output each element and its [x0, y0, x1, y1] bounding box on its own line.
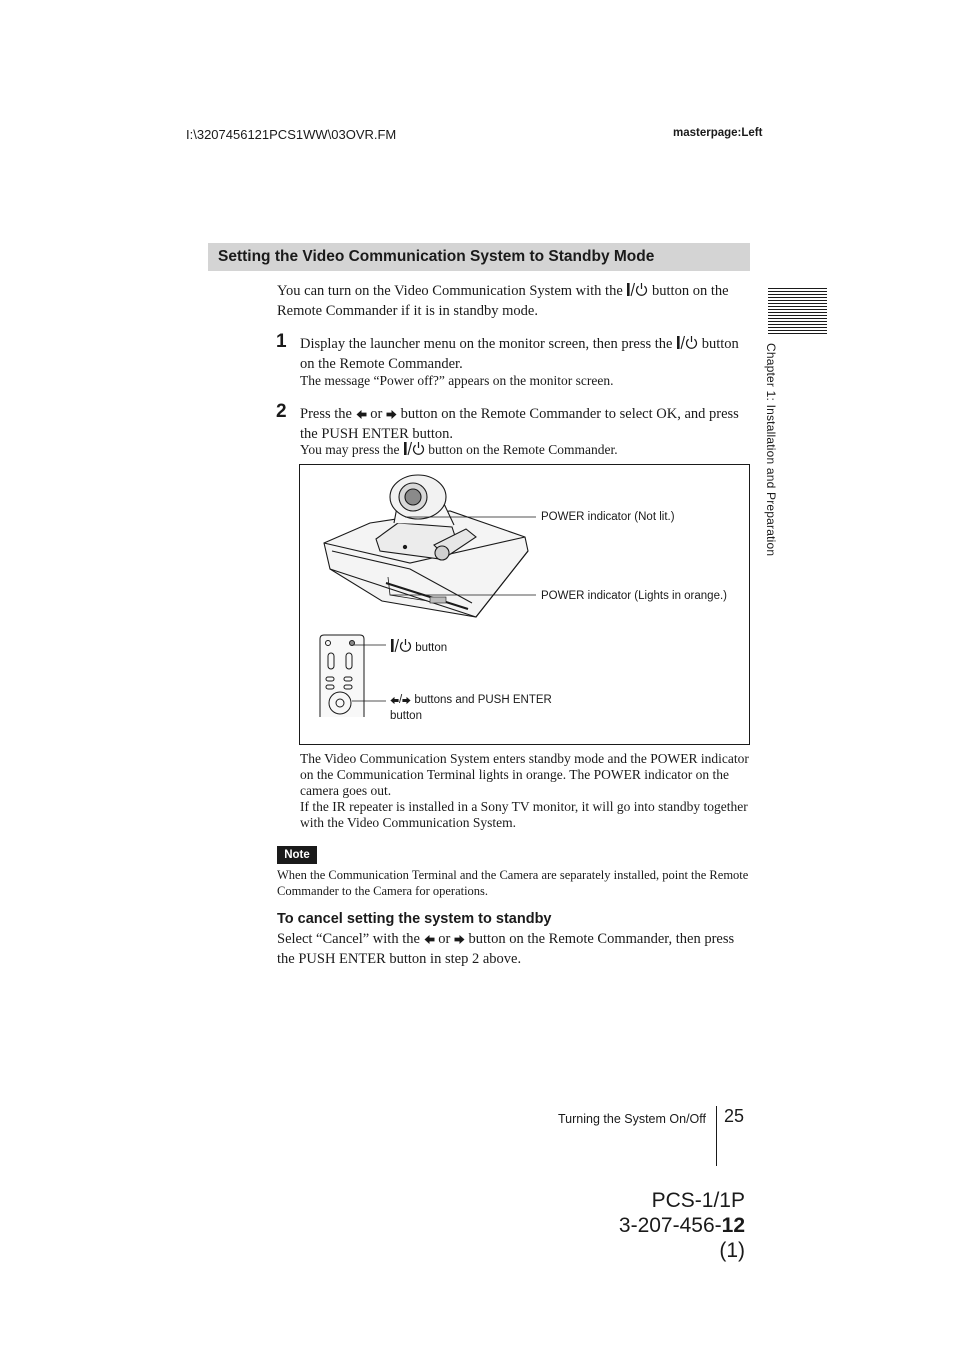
- footer-section-title: Turning the System On/Off: [558, 1112, 706, 1126]
- result-line-2: If the IR repeater is installed in a Sony TV monitor, it will go into standby together with the Video Communication System.: [300, 799, 748, 830]
- page-number: 25: [724, 1106, 745, 1126]
- masterpage-label: masterpage:Left: [673, 127, 763, 139]
- step-1-text-a: Display the launcher menu on the monitor screen, then press the: [300, 336, 677, 352]
- step-2-sub-b: button on the Remote Commander.: [424, 442, 618, 457]
- callout-arrow-buttons: / buttons and PUSH ENTER button: [390, 694, 552, 722]
- step-1-subtext: The message “Power off?” appears on the monitor screen.: [300, 373, 614, 388]
- right-arrow-icon: [386, 407, 397, 425]
- model-name: PCS-1/1P: [651, 1189, 745, 1212]
- result-paragraph: [300, 751, 750, 831]
- step-1-text: [300, 335, 750, 373]
- cancel-text-b: button on the Remote Commander, then press the PUSH ENTER button in step 2 above.: [277, 931, 735, 967]
- callout-power-button: [390, 638, 447, 657]
- step-2-text-b: button on the Remote Commander to select OK, and press the PUSH ENTER button.: [300, 406, 739, 442]
- figure-box: [299, 464, 750, 745]
- chapter-tab-rules: [768, 288, 827, 336]
- section-heading-bar: [208, 243, 750, 271]
- step-number-2: 2: [276, 401, 287, 422]
- part-prefix: 3-207-456-: [618, 1214, 722, 1237]
- intro-text-a: You can turn on the Video Communication System with the: [277, 283, 627, 299]
- cancel-text-or: or: [434, 931, 454, 947]
- intro-paragraph: [277, 282, 749, 320]
- step-number-1: 1: [276, 331, 287, 352]
- left-arrow-icon: [424, 932, 435, 950]
- callout-arrows-text-a: buttons and PUSH ENTER: [411, 694, 552, 706]
- right-arrow-icon: [402, 695, 411, 709]
- cancel-heading: To cancel setting the system to standby: [277, 911, 552, 927]
- right-arrow-icon: [454, 932, 465, 950]
- part-number: [600, 1213, 745, 1263]
- step-2-text-or: or: [366, 406, 386, 422]
- power-standby-icon: [676, 335, 698, 355]
- chapter-tab-label: Chapter 1: Installation and Preparation: [764, 343, 778, 557]
- callout-terminal-power: POWER indicator (Lights in orange.): [541, 590, 727, 602]
- cancel-text: [277, 930, 749, 968]
- footer-rule: [716, 1106, 717, 1166]
- power-standby-icon: [403, 441, 425, 460]
- step-2-text: [300, 405, 750, 443]
- note-label: Note: [277, 846, 317, 864]
- model-info: [600, 1188, 745, 1263]
- callout-power-button-text: button: [412, 642, 448, 654]
- step-2-subtext: [300, 441, 618, 460]
- left-arrow-icon: [356, 407, 367, 425]
- section-heading: Setting the Video Communication System to Standby Mode: [218, 248, 655, 265]
- cancel-text-a: Select “Cancel” with the: [277, 931, 424, 947]
- step-2-sub-a: You may press the: [300, 442, 403, 457]
- part-bold: 12: [721, 1214, 745, 1237]
- part-suffix: (1): [719, 1239, 745, 1262]
- power-standby-icon: [390, 638, 412, 657]
- callout-arrows-text-b: button: [390, 710, 422, 722]
- power-standby-icon: [626, 282, 648, 302]
- callout-camera-power: POWER indicator (Not lit.): [541, 511, 675, 523]
- step-1-text-b: button on the Remote Commander.: [300, 336, 739, 372]
- file-path: I:\3207456121PCS1WW\03OVR.FM: [186, 127, 397, 142]
- intro-text-b: button on the Remote Commander if it is in standby mode.: [277, 283, 729, 319]
- step-2-text-a: Press the: [300, 406, 356, 422]
- remote-commander-drawing: [320, 635, 364, 717]
- result-line-1: The Video Communication System enters standby mode and the POWER indicator on the Communication Terminal lights in orange. The POWER indicator on the camera goes out.: [300, 751, 749, 798]
- left-arrow-icon: [390, 695, 399, 709]
- note-text: When the Communication Terminal and the Camera are separately installed, point the Remote Commander to the Camera for operations.: [277, 868, 749, 898]
